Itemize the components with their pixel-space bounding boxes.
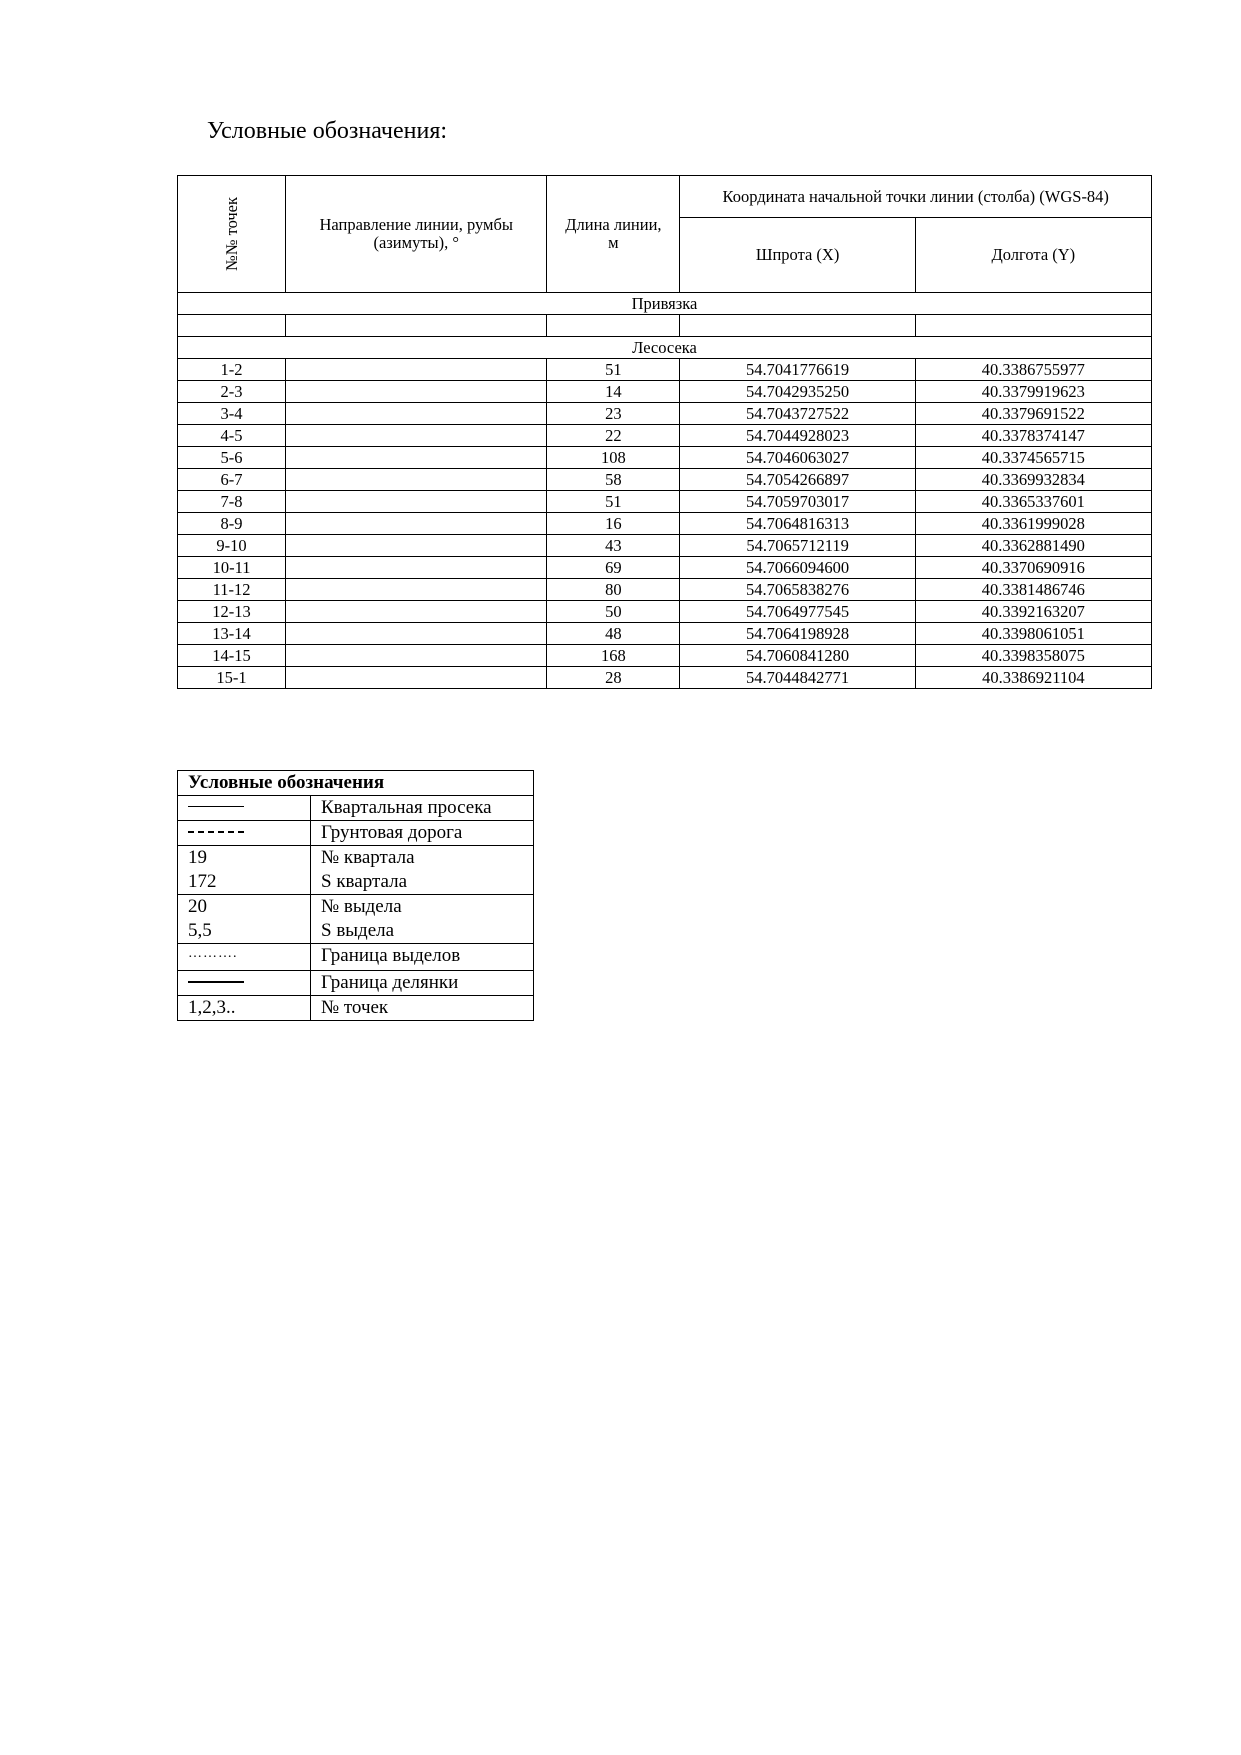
table-row — [178, 447, 1152, 469]
legend-title: Условные обозначения — [178, 771, 534, 796]
cell-points: 6-7 — [178, 469, 286, 491]
legend-label-text: № выдела — [321, 896, 402, 917]
cell-latitude: 54.7064977545 — [680, 601, 915, 623]
cell-longitude: 40.3369932834 — [915, 469, 1151, 491]
cell-points: 4-5 — [178, 425, 286, 447]
cell-longitude: 40.3386755977 — [915, 359, 1151, 381]
cell-length: 23 — [547, 403, 680, 425]
legend-label — [311, 796, 534, 821]
plot-boundary-line-icon — [188, 981, 244, 983]
legend-symbol — [178, 895, 311, 944]
table-row — [178, 667, 1152, 689]
table-row — [178, 381, 1152, 403]
cell-direction — [286, 557, 547, 579]
legend-label-text: Грунтовая дорога — [321, 822, 463, 843]
cell-longitude: 40.3362881490 — [915, 535, 1151, 557]
legend-label-text: Граница делянки — [321, 972, 459, 993]
cell-direction — [286, 359, 547, 381]
table-row — [178, 557, 1152, 579]
cell-direction — [286, 491, 547, 513]
cell-latitude: 54.7064816313 — [680, 513, 915, 535]
cell-points: 8-9 — [178, 513, 286, 535]
cell-latitude: 54.7044842771 — [680, 667, 915, 689]
table-row — [178, 469, 1152, 491]
cell-direction — [286, 403, 547, 425]
legend-row — [178, 846, 534, 895]
cell-latitude: 54.7042935250 — [680, 381, 915, 403]
cell-length: 108 — [547, 447, 680, 469]
quarter-clearing-line-icon — [188, 806, 244, 807]
cell-length: 16 — [547, 513, 680, 535]
legend-symbol — [178, 846, 311, 895]
cell-longitude: 40.3365337601 — [915, 491, 1151, 513]
header-coordinates: Координата начальной точки линии (столба) (WGS-84) — [680, 176, 1152, 218]
legend-label-text: S квартала — [321, 871, 408, 892]
table-row — [178, 535, 1152, 557]
cell-direction — [286, 579, 547, 601]
legend-table — [177, 770, 534, 1021]
header-longitude: Долгота (Y) — [915, 218, 1151, 293]
cell-points: 5-6 — [178, 447, 286, 469]
cell-points: 12-13 — [178, 601, 286, 623]
cell-length: 80 — [547, 579, 680, 601]
table-row — [178, 623, 1152, 645]
cell-points: 9-10 — [178, 535, 286, 557]
cell-direction — [286, 645, 547, 667]
cell-longitude: 40.3379919623 — [915, 381, 1151, 403]
cell-direction — [286, 469, 547, 491]
legend-symbol — [178, 971, 311, 996]
legend-symbol-text: 172 — [188, 871, 217, 892]
cell-latitude: 54.7046063027 — [680, 447, 915, 469]
legend-label-text: Квартальная просека — [321, 797, 492, 818]
cell-longitude: 40.3392163207 — [915, 601, 1151, 623]
cell-points: 15-1 — [178, 667, 286, 689]
legend-row — [178, 821, 534, 846]
cell-direction — [286, 425, 547, 447]
cell-length: 28 — [547, 667, 680, 689]
cell-length: 14 — [547, 381, 680, 403]
legend-symbol-text: 19 — [188, 847, 207, 868]
header-points-label: №№ точек — [222, 196, 241, 272]
table-row — [178, 359, 1152, 381]
legend-row — [178, 971, 534, 996]
legend-label — [311, 971, 534, 996]
cell-longitude: 40.3386921104 — [915, 667, 1151, 689]
cell-length: 22 — [547, 425, 680, 447]
table-row — [178, 491, 1152, 513]
legend-row — [178, 796, 534, 821]
legend-row — [178, 895, 534, 944]
header-length-line2: м — [608, 233, 619, 252]
cell-latitude: 54.7059703017 — [680, 491, 915, 513]
cell-longitude: 40.3398358075 — [915, 645, 1151, 667]
cell-latitude: 54.7054266897 — [680, 469, 915, 491]
page-title: Условные обозначения: — [207, 118, 448, 144]
section-binding: Привязка — [178, 293, 1152, 315]
cell-points: 7-8 — [178, 491, 286, 513]
legend-label — [311, 821, 534, 846]
cell-points: 1-2 — [178, 359, 286, 381]
legend-symbol — [178, 821, 311, 846]
cell-longitude: 40.3381486746 — [915, 579, 1151, 601]
cell-length: 58 — [547, 469, 680, 491]
legend-symbol — [178, 996, 311, 1021]
dirt-road-dashed-line-icon — [188, 831, 244, 833]
cell-latitude: 54.7060841280 — [680, 645, 915, 667]
legend-label-text: S выдела — [321, 920, 395, 941]
cell-latitude: 54.7065838276 — [680, 579, 915, 601]
legend-label-text: Граница выделов — [321, 945, 461, 966]
cell-latitude: 54.7044928023 — [680, 425, 915, 447]
legend-symbol-text: 1,2,3.. — [188, 997, 236, 1018]
cell-length: 69 — [547, 557, 680, 579]
cell-length: 51 — [547, 359, 680, 381]
legend-label — [311, 996, 534, 1021]
cell-latitude: 54.7066094600 — [680, 557, 915, 579]
cell-longitude: 40.3370690916 — [915, 557, 1151, 579]
cell-length: 50 — [547, 601, 680, 623]
cell-length: 48 — [547, 623, 680, 645]
table-row — [178, 645, 1152, 667]
legend-row — [178, 944, 534, 971]
cell-length: 43 — [547, 535, 680, 557]
cell-points: 11-12 — [178, 579, 286, 601]
header-points — [178, 176, 286, 293]
header-direction: Направление линии, румбы (азимуты), ° — [286, 176, 547, 293]
legend-label-text: № точек — [321, 997, 389, 1018]
legend-row — [178, 996, 534, 1021]
table-row — [178, 425, 1152, 447]
cell-longitude: 40.3379691522 — [915, 403, 1151, 425]
cell-longitude: 40.3374565715 — [915, 447, 1151, 469]
cell-direction — [286, 513, 547, 535]
cell-direction — [286, 535, 547, 557]
cell-points: 13-14 — [178, 623, 286, 645]
cell-points: 3-4 — [178, 403, 286, 425]
table-row — [178, 601, 1152, 623]
subcompartment-boundary-dotted-line-icon: ………. — [188, 946, 238, 961]
cell-direction — [286, 623, 547, 645]
cell-latitude: 54.7043727522 — [680, 403, 915, 425]
legend-label-text: № квартала — [321, 847, 415, 868]
section-plot: Лесосека — [178, 337, 1152, 359]
cell-latitude: 54.7041776619 — [680, 359, 915, 381]
binding-empty-row — [178, 315, 1152, 337]
cell-latitude: 54.7064198928 — [680, 623, 915, 645]
legend-symbol — [178, 944, 311, 971]
cell-longitude: 40.3378374147 — [915, 425, 1151, 447]
legend-label — [311, 944, 534, 971]
cell-direction — [286, 667, 547, 689]
cell-direction — [286, 381, 547, 403]
coordinates-table — [177, 175, 1152, 689]
cell-direction — [286, 601, 547, 623]
cell-direction — [286, 447, 547, 469]
legend-label — [311, 895, 534, 944]
cell-longitude: 40.3398061051 — [915, 623, 1151, 645]
cell-points: 14-15 — [178, 645, 286, 667]
table-row — [178, 403, 1152, 425]
cell-length: 51 — [547, 491, 680, 513]
header-length — [547, 176, 680, 293]
cell-points: 2-3 — [178, 381, 286, 403]
legend-symbol-text: 5,5 — [188, 920, 212, 941]
legend-symbol-text: 20 — [188, 896, 207, 917]
legend-label — [311, 846, 534, 895]
header-length-line1: Длина линии, — [565, 215, 662, 234]
header-latitude: Шпрота (X) — [680, 218, 915, 293]
cell-length: 168 — [547, 645, 680, 667]
table-row — [178, 579, 1152, 601]
cell-latitude: 54.7065712119 — [680, 535, 915, 557]
cell-longitude: 40.3361999028 — [915, 513, 1151, 535]
table-row — [178, 513, 1152, 535]
legend-symbol — [178, 796, 311, 821]
cell-points: 10-11 — [178, 557, 286, 579]
